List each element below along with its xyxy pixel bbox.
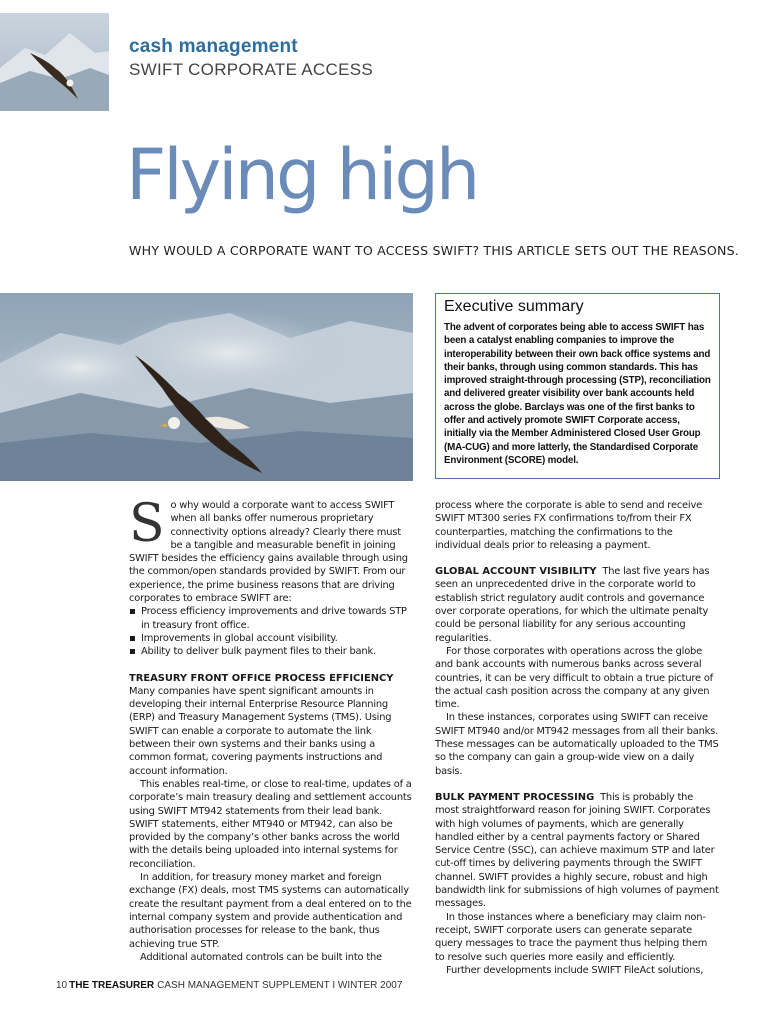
paragraph: Additional automated controls can be built into the [140, 951, 382, 963]
supplement-label: CASH MANAGEMENT SUPPLEMENT I WINTER 2007 [157, 980, 403, 991]
hero-eagle-photo [0, 293, 413, 481]
executive-summary-title: Executive summary [444, 298, 584, 315]
paragraph: In those instances where a beneficiary may claim non-receipt, SWIFT corporate users can generate separate query messages to trace the payment thus helping them to resolve such queries more easily and efficiently. [435, 911, 708, 963]
page-footer [56, 980, 402, 991]
executive-summary-box [435, 293, 720, 479]
drop-cap: S [129, 494, 165, 554]
page-number: 10 [56, 980, 68, 991]
executive-summary-body: The advent of corporates being able to access SWIFT has been a catalyst enabling companies to improve the interoperability between their own back office systems and their banks, through using common standards. This has improved straight-through processing (STP), reconciliation and delivered greater visibility over bank accounts held across the globe. Barclays was one of the first banks to offer and actively promote SWIFT Corporate access, initially via the Member Administered Closed User Group (MA-CUG) and more latterly, the Standardised Corporate Environment (SCORE) model. [444, 322, 711, 466]
intro-paragraph: So why would a corporate want to access SWIFT when all banks offer numerous proprietary connectivity options already? Clearly there must be a tangible and measurable benefit in joining SWIFT besides the efficiency gains available through using the common/open standards provided by SWIFT. From our experience, the prime business reasons that are driving corporates to embrace SWIFT are: [129, 494, 408, 605]
thumbnail-eagle-photo [0, 13, 109, 111]
article-standfirst: WHY WOULD A CORPORATE WANT TO ACCESS SWIFT? THIS ARTICLE SETS OUT THE REASONS. [129, 243, 739, 258]
article-headline: Flying high [126, 134, 478, 216]
paragraph: In addition, for treasury money market and foreign exchange (FX) deals, most TMS systems can automatically create the resultant payment from a deal entered on to the internal company system and provide authentication and authorisation processes for release to the bank, thus achieving true STP. [129, 872, 412, 950]
subheading-treasury-front-office: TREASURY FRONT OFFICE PROCESS EFFICIENCY [129, 672, 394, 684]
subheading-global-account-visibility: GLOBAL ACCOUNT VISIBILITY [435, 566, 597, 578]
paragraph: process where the corporate is able to send and receive SWIFT MT300 series FX confirmations to/from their FX counterparties, matching the confirmations to the individual deals prior to releasing a payment. [435, 500, 702, 551]
paragraph: This enables real-time, or close to real-time, updates of a corporate’s main treasury dealing and settlement accounts using SWIFT MT942 statements from their lead bank. SWIFT statements, either MT940 or MT942, can also be provided by the company’s other banks across the world with the details being uploaded into internal systems for reconciliation. [129, 778, 412, 870]
paragraph: In these instances, corporates using SWIFT can receive SWIFT MT940 and/or MT942 messages from all their banks. These messages can be automatically uploaded to the TMS so the company can gain a group-wide view on a daily basis. [435, 712, 719, 777]
paragraph: Further developments include SWIFT FileAct solutions, [446, 964, 704, 976]
subsection-label: SWIFT CORPORATE ACCESS [129, 60, 374, 79]
body-column-right: process where the corporate is able to send and receive SWIFT MT300 series FX confirmations to/from their FX counterparties, matching the confirmations to the individual deals prior to releasing a payment. GLOBAL ACCOUNT VISIBILITY The last five years has seen an unprecedented drive in the corporate world to establish strict regulatory audit controls and governance over corporate operations, for which the ultimate penalty could be personal liability for any serious accounting regularities. For those corporates with operations across the globe and bank accounts with numerous banks across several countries, it can be very difficult to obtain a true picture of the actual cash position across the company at any given time. In these instances, corporates using SWIFT can receive SWIFT MT940 and/or MT942 messages from all their banks. These messages can be automatically uploaded to the TMS so the company can gain a group-wide view on a daily basis. BULK PAYMENT PROCESSING This is probably the most straightforward reason for joining SWIFT. Corporates with high volumes of payments, which are generally handled either by a central payments factory or Shared Service Centre (SSC), can achieve maximum STP and later cut-off times by delivering payments through the SWIFT channel. SWIFT provides a highly secure, robust and high bandwidth link for submissions of high volumes of payment messages. In those instances where a beneficiary may claim non-receipt, SWIFT corporate users can generate separate query messages to trace the payment thus helping them to resolve such queries more easily and efficiently. Further developments include SWIFT FileAct solutions, [435, 500, 719, 976]
publication-name: THE TREASURER [69, 980, 155, 991]
list-item: Improvements in global account visibility. [129, 632, 413, 645]
section-label: cash management [129, 36, 298, 57]
paragraph: For those corporates with operations across the globe and bank accounts with numerous banks across several countries, it can be very difficult to obtain a true picture of the actual cash position across the company at any given time. [435, 645, 713, 711]
subheading-bulk-payment-processing: BULK PAYMENT PROCESSING [435, 791, 595, 803]
list-item: Process efficiency improvements and drive towards STP in treasury front office. [129, 605, 413, 632]
reasons-list [129, 605, 413, 658]
list-item: Ability to deliver bulk payment files to their bank. [129, 645, 413, 658]
body-column-left: So why would a corporate want to access SWIFT when all banks offer numerous proprietary connectivity options already? Clearly there must be a tangible and measurable benefit in joining SWIFT besides the efficiency gains available through using the common/open standards provided by SWIFT. From our experience, the prime business reasons that are driving corporates to embrace SWIFT are: Process efficiency improvements and drive towards STP in treasury front office. Improvements in global account visibility. Ability to deliver bulk payment files to their bank. TREASURY FRONT OFFICE PROCESS EFFICIENCY Many companies have spent significant amounts in developing their internal Enterprise Resource Planning (ERP) and Treasury Management Systems (TMS). Using SWIFT can enable a corporate to automate the link between their own systems and their banks using a common format, covering payments instructions and account information. This enables real-time, or close to real-time, updates of a corporate’s main treasury dealing and settlement accounts using SWIFT MT942 statements from their lead bank. SWIFT statements, either MT940 or MT942, can also be provided by the company’s other banks across the world with the details being uploaded into internal systems for reconciliation. In addition, for treasury money market and foreign exchange (FX) deals, most TMS systems can automatically create the resultant payment from a deal entered on to the internal company system and provide authentication and authorisation processes for release to the bank, thus achieving true STP. Additional automated controls can be built into the [129, 494, 412, 963]
